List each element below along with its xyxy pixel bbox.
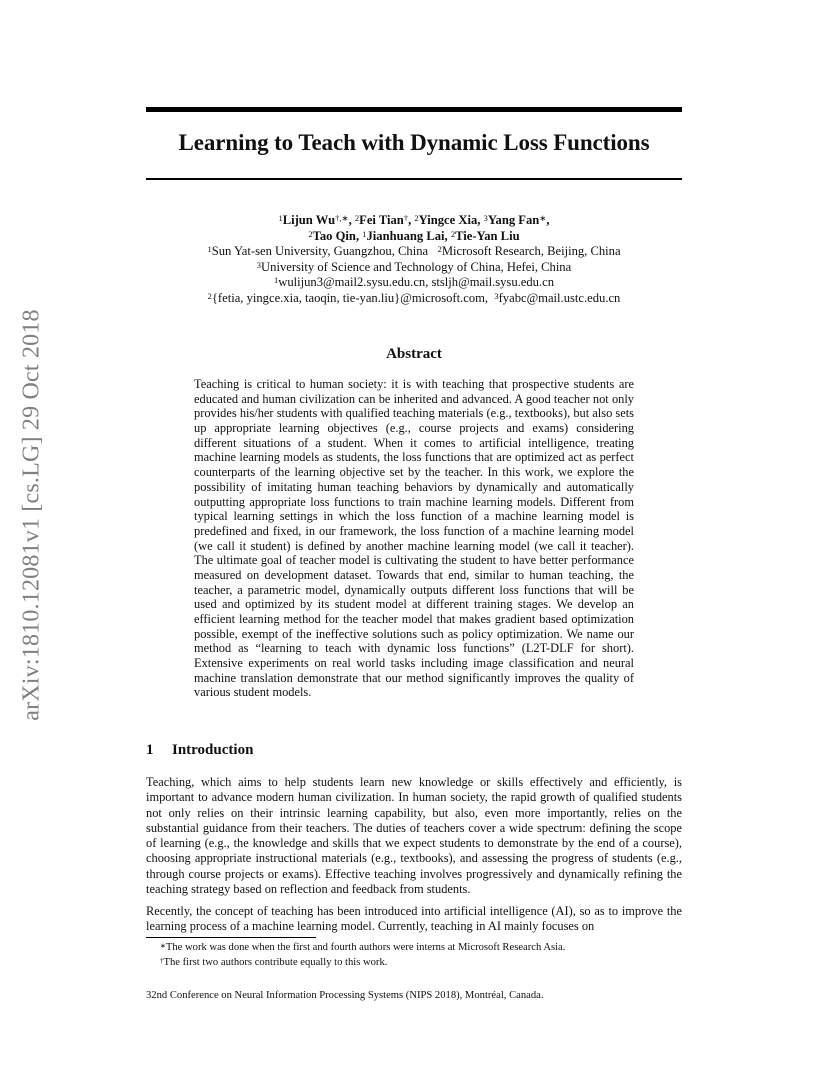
footnote-2: †The first two authors contribute equally to this work. xyxy=(160,957,388,968)
footnote-rule xyxy=(146,937,316,938)
section-title: Introduction xyxy=(172,742,254,758)
affiliation-line-1: $^1$Sun Yat-sen University, Guangzhou, China $^2$Microsoft Research, Beijing, China xyxy=(207,244,621,259)
author-line-1: $^1$Lijun Wu†,∗, $^2$Fei Tian†, $^2$Yingce Xia, $^3$Yang Fan∗, xyxy=(278,213,550,227)
footnote-marker: ∗ xyxy=(160,942,166,950)
author-name: Yang Fan xyxy=(487,213,540,227)
conference-footer: 32nd Conference on Neural Information Processing Systems (NIPS 2018), Montréal, Canada. xyxy=(146,990,544,1001)
arxiv-identifier-text: arXiv:1810.12081v1 [cs.LG] 29 Oct 2018 xyxy=(18,309,45,721)
author-name: Lijun Wu xyxy=(282,213,336,227)
author-name: Jianhuang Lai xyxy=(366,228,445,243)
author-emails: {fetia, yingce.xia, taoqin, tie-yan.liu}@microsoft.com, xyxy=(211,290,489,305)
abstract-body: Teaching is critical to human society: it is with teaching that prospective students are educated and human civilization can be inherited and advanced. A good teacher not only provides his/her students with qualified teaching materials (e.g., textbooks), but also sets up appropriate learning objectives (e.g., course projects and exams) considering different situations of a student. When it comes to artificial intelligence, treating machine learning models as students, the loss functions that are optimized act as perfect counterparts of the learning objective set by the teacher. In this work, we explore the possibility of imitating human teaching behaviors by dynamically and automatically outputting appropriate loss functions to train machine learning models. Different from typical learning settings in which the loss function of a machine learning model is predefined and fixed, in our framework, the loss function of a machine learning model (we call it student) is defined by another machine learning model (we call it teacher). The ultimate goal of teacher model is cultivating the student to have better performance measured on development dataset. Towards that end, similar to human teaching, the teacher, a parametric model, dynamically outputs different loss functions that will be used and optimized by its student model at different training stages. We develop an efficient learning method for the teacher model that makes gradient based optimization possible, exempt of the ineffective solutions such as policy optimization. We name our method as “learning to teach with dynamic loss functions” (L2T-DLF for short). Extensive experiments on real world tasks including image classification and neural machine translation demonstrate that our method significantly improves the quality of various student models. xyxy=(194,377,634,700)
title-top-rule xyxy=(146,107,682,112)
author-emails: fyabc@mail.ustc.edu.cn xyxy=(498,290,621,305)
arxiv-identifier-sidebar xyxy=(12,290,52,740)
author-name: Tao Qin xyxy=(312,228,356,243)
abstract-heading: Abstract xyxy=(386,346,442,362)
section-heading xyxy=(146,742,253,759)
footnote-1: ∗The work was done when the first and fourth authors were interns at Microsoft Research Asia. xyxy=(160,942,566,953)
email-line-1: $^1$wulijun3@mail2.sysu.edu.cn, stsljh@mail.sysu.edu.cn xyxy=(273,275,554,290)
affiliation-line-2: $^3$University of Science and Technology of China, Hefei, China xyxy=(256,259,572,274)
footnote-marker: † xyxy=(160,957,164,965)
author-line-2: $^2$Tao Qin, $^1$Jianhuang Lai, $^2$Tie-Yan Liu xyxy=(308,228,520,243)
email-line-2: $^2${fetia, yingce.xia, taoqin, tie-yan.liu}@microsoft.com, $^3$fyabc@mail.ustc.edu.cn xyxy=(207,290,621,305)
author-emails: wulijun3@mail2.sysu.edu.cn, stsljh@mail.sysu.edu.cn xyxy=(278,275,554,290)
intro-paragraph-2: Recently, the concept of teaching has been introduced into artificial intelligence (AI), so as to improve the learning process of a machine learning model. Currently, teaching in AI mainly focuses on xyxy=(146,904,682,934)
author-name: Fei Tian xyxy=(359,213,404,227)
author-block xyxy=(146,213,682,307)
intro-paragraph-1: Teaching, which aims to help students learn new knowledge or skills effectively and efficiently, is important to advance modern human civilization. In human society, the rapid growth of qualified students not only relies on their intrinsic learning capability, but also, even more importantly, relies on the substantial guidance from their teachers. The duties of teachers cover a wide spectrum: defining the scope of learning (e.g., the knowledge and skills that we expect students to demonstrate by the end of a course), choosing appropriate instructional materials (e.g., textbooks), and assessing the progress of students (e.g., through course projects or exams). Effective teaching involves progressively and dynamically refining the teaching strategy based on reflection and feedback from students. xyxy=(146,775,682,897)
section-number: 1 xyxy=(146,742,154,758)
author-name: Tie-Yan Liu xyxy=(455,228,520,243)
author-name: Yingce Xia xyxy=(418,213,478,227)
paper-title: Learning to Teach with Dynamic Loss Functions xyxy=(178,130,650,155)
title-bottom-rule xyxy=(146,178,682,180)
